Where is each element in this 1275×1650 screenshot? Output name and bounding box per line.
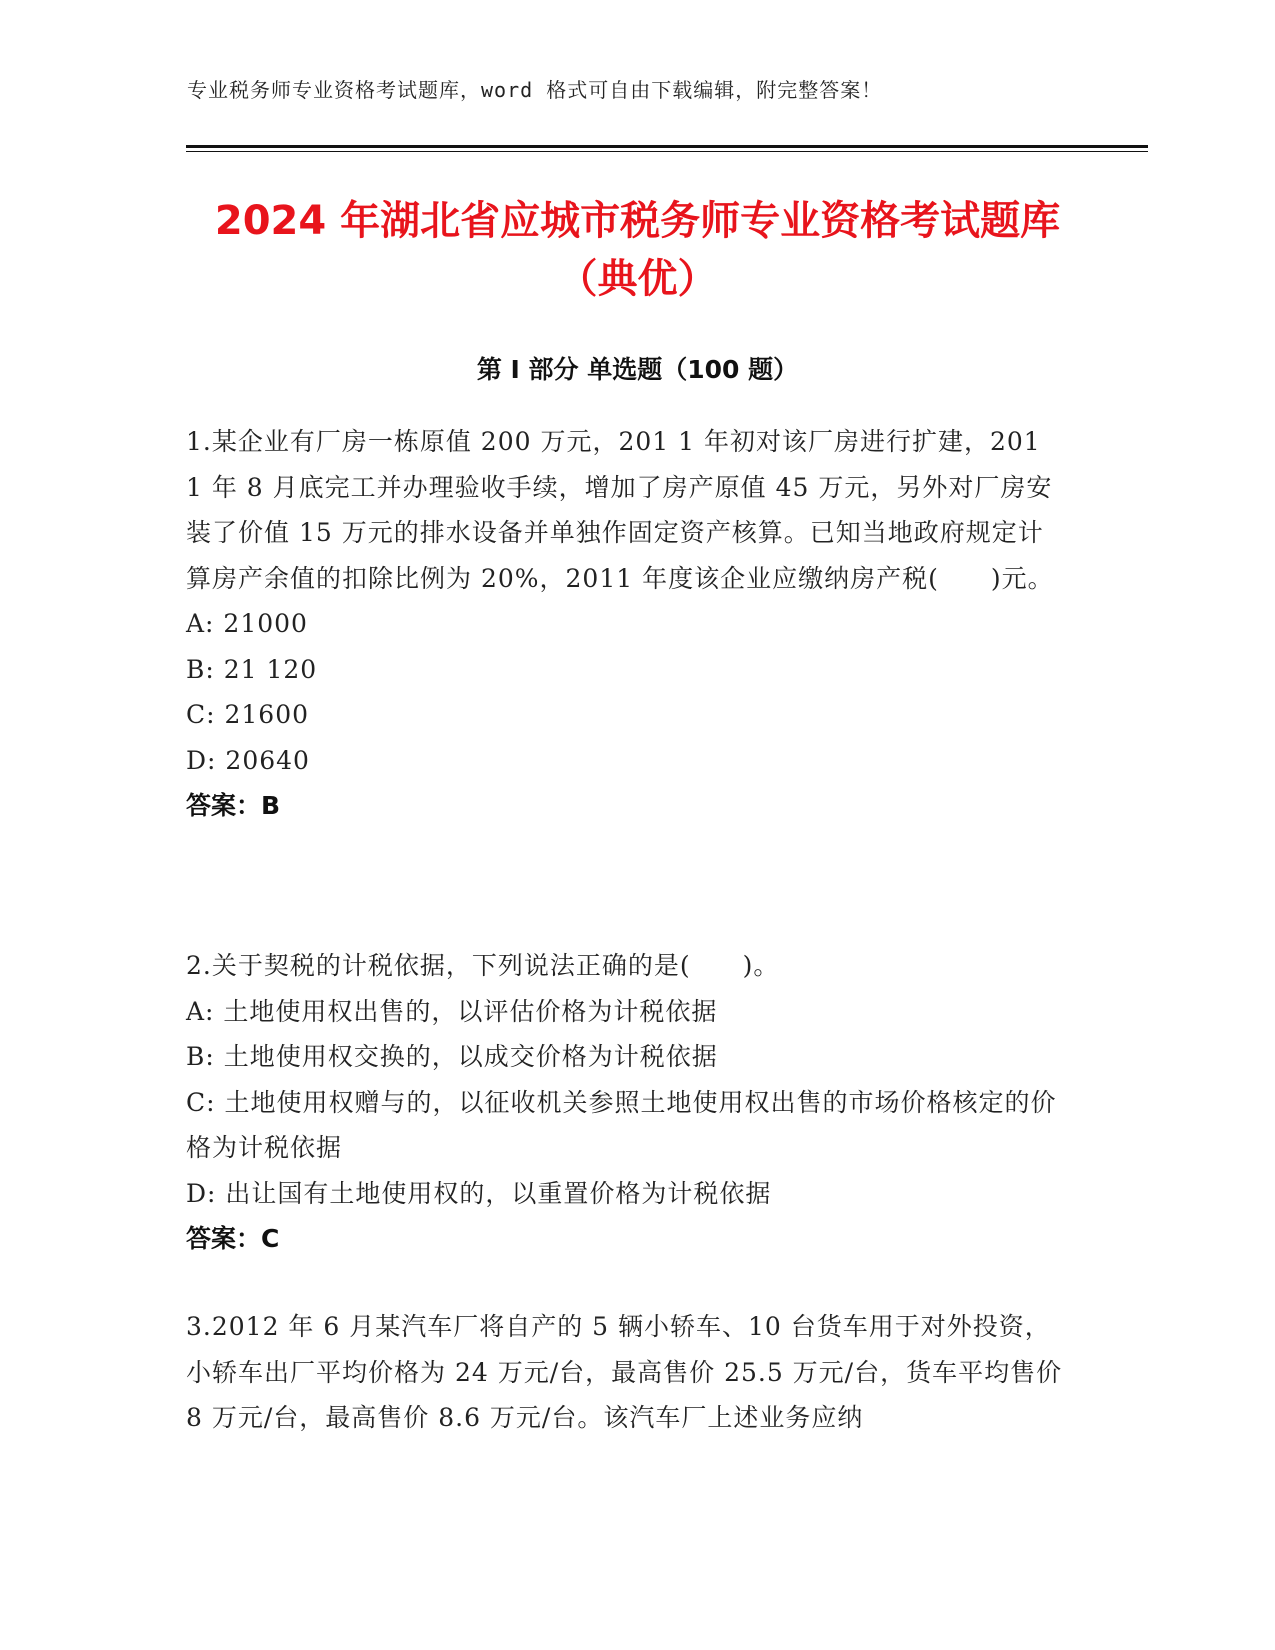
question-1 (186, 419, 1066, 829)
section-heading: 第 I 部分 单选题（100 题） (476, 355, 799, 384)
option-a: A: 土地使用权出售的，以评估价格为计税依据 (186, 996, 718, 1026)
header-rule-thick (186, 145, 1148, 148)
question-2 (186, 943, 1066, 1262)
option-a: A: 21000 (186, 609, 308, 638)
header-rule-thin (186, 151, 1148, 152)
question-stem: 3.2012 年 6 月某汽车厂将自产的 5 辆小轿车、10 台货车用于对外投资，小轿车出厂平均价格为 24 万元/台，最高售价 25.5 万元/台，货车平均售价 8 万元/台，最高售价 8.6 万元/台。该汽车厂上述业务应纳 (186, 1312, 1063, 1432)
document-title: 2024 年湖北省应城市税务师专业资格考试题库（典优） (214, 198, 1061, 302)
page-header: 专业税务师专业资格考试题库，word 格式可自由下载编辑，附完整答案！ (187, 78, 883, 102)
answer: 答案：C (186, 1224, 280, 1253)
option-c: C: 土地使用权赠与的，以征收机关参照土地使用权出售的市场价格核定的价格为计税依据 (186, 1087, 1057, 1162)
question-stem: 1.某企业有厂房一栋原值 200 万元，201 1 年初对该厂房进行扩建，201 1 年 8 月底完工并办理验收手续，增加了房产原值 45 万元，另外对厂房安装了价值 15 万元的排水设备并单独作固定资产核算。已知当地政府规定计算房产余值的扣除比例为 20%，2011 年度该企业应缴纳房产税( )元。 (186, 427, 1054, 593)
question-stem: 2.关于契税的计税依据，下列说法正确的是( )。 (186, 951, 780, 980)
option-c: C: 21600 (186, 700, 310, 729)
option-b: B: 土地使用权交换的，以成交价格为计税依据 (186, 1042, 718, 1071)
option-d: D: 出让国有土地使用权的，以重置价格为计税依据 (186, 1178, 772, 1208)
option-d: D: 20640 (186, 745, 310, 775)
question-3 (186, 1304, 1066, 1441)
answer: 答案：B (186, 791, 281, 820)
option-b: B: 21 120 (186, 654, 318, 684)
